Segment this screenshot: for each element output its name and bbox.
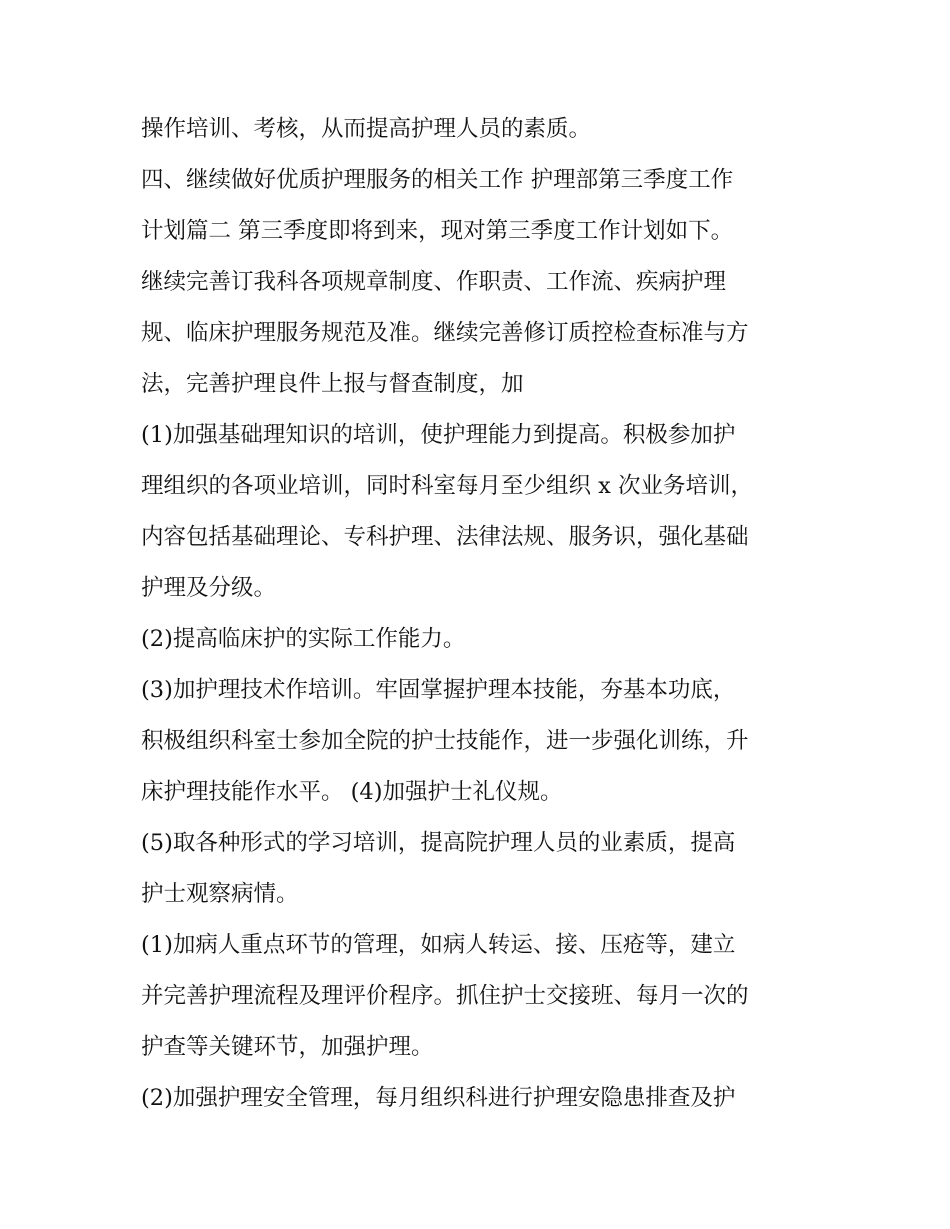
text-line: (2)加强护理安全管理，每月组织科进行护理安隐患排查及护 xyxy=(141,1085,736,1111)
text-line: 内容包括基础理论、专科护理、法律法规、服务识，强化基础 xyxy=(141,524,749,550)
text-line: 护理及分级。 xyxy=(141,575,277,601)
text-line: 操作培训、考核，从而提高护理人员的素质。 xyxy=(141,116,592,142)
text-line: (5)取各种形式的学习培训，提高院护理人员的业素质，提高 xyxy=(141,830,736,856)
text-line: (2)提高临床护的实际工作能力。 xyxy=(141,626,466,652)
text-line: 规、临床护理服务规范及准。继续完善修订质控检查标准与方 xyxy=(141,320,749,346)
text-line: (1)加强基础理知识的培训，使护理能力到提高。积极参加护 xyxy=(141,422,736,448)
text-line: 床护理技能作水平。 (4)加强护士礼仪规。 xyxy=(141,779,563,805)
text-line: (3)加护理技术作培训。牢固掌握护理本技能，夯基本功底， xyxy=(141,677,736,703)
text-line: 护查等关键环节，加强护理。 xyxy=(141,1034,434,1060)
text-line: 法，完善护理良件上报与督查制度，加 xyxy=(141,371,524,397)
document-body xyxy=(141,104,821,1124)
text-line: 护士观察病情。 xyxy=(141,881,299,907)
text-line: 继续完善订我科各项规章制度、作职责、工作流、疾病护理 xyxy=(141,269,727,295)
text-line: 理组织的各项业培训，同时科室每月至少组织 x 次业务培训， xyxy=(141,473,753,499)
text-line: (1)加病人重点环节的管理，如病人转运、接、压疮等，建立 xyxy=(141,932,736,958)
text-line: 计划篇二 第三季度即将到来，现对第三季度工作计划如下。 xyxy=(141,218,734,244)
text-line: 积极组织科室士参加全院的护士技能作，进一步强化训练，升 xyxy=(141,728,749,754)
text-line: 四、继续做好优质护理服务的相关工作 护理部第三季度工作 xyxy=(141,167,734,193)
text-line: 并完善护理流程及理评价程序。抓住护士交接班、每月一次的 xyxy=(141,983,749,1009)
